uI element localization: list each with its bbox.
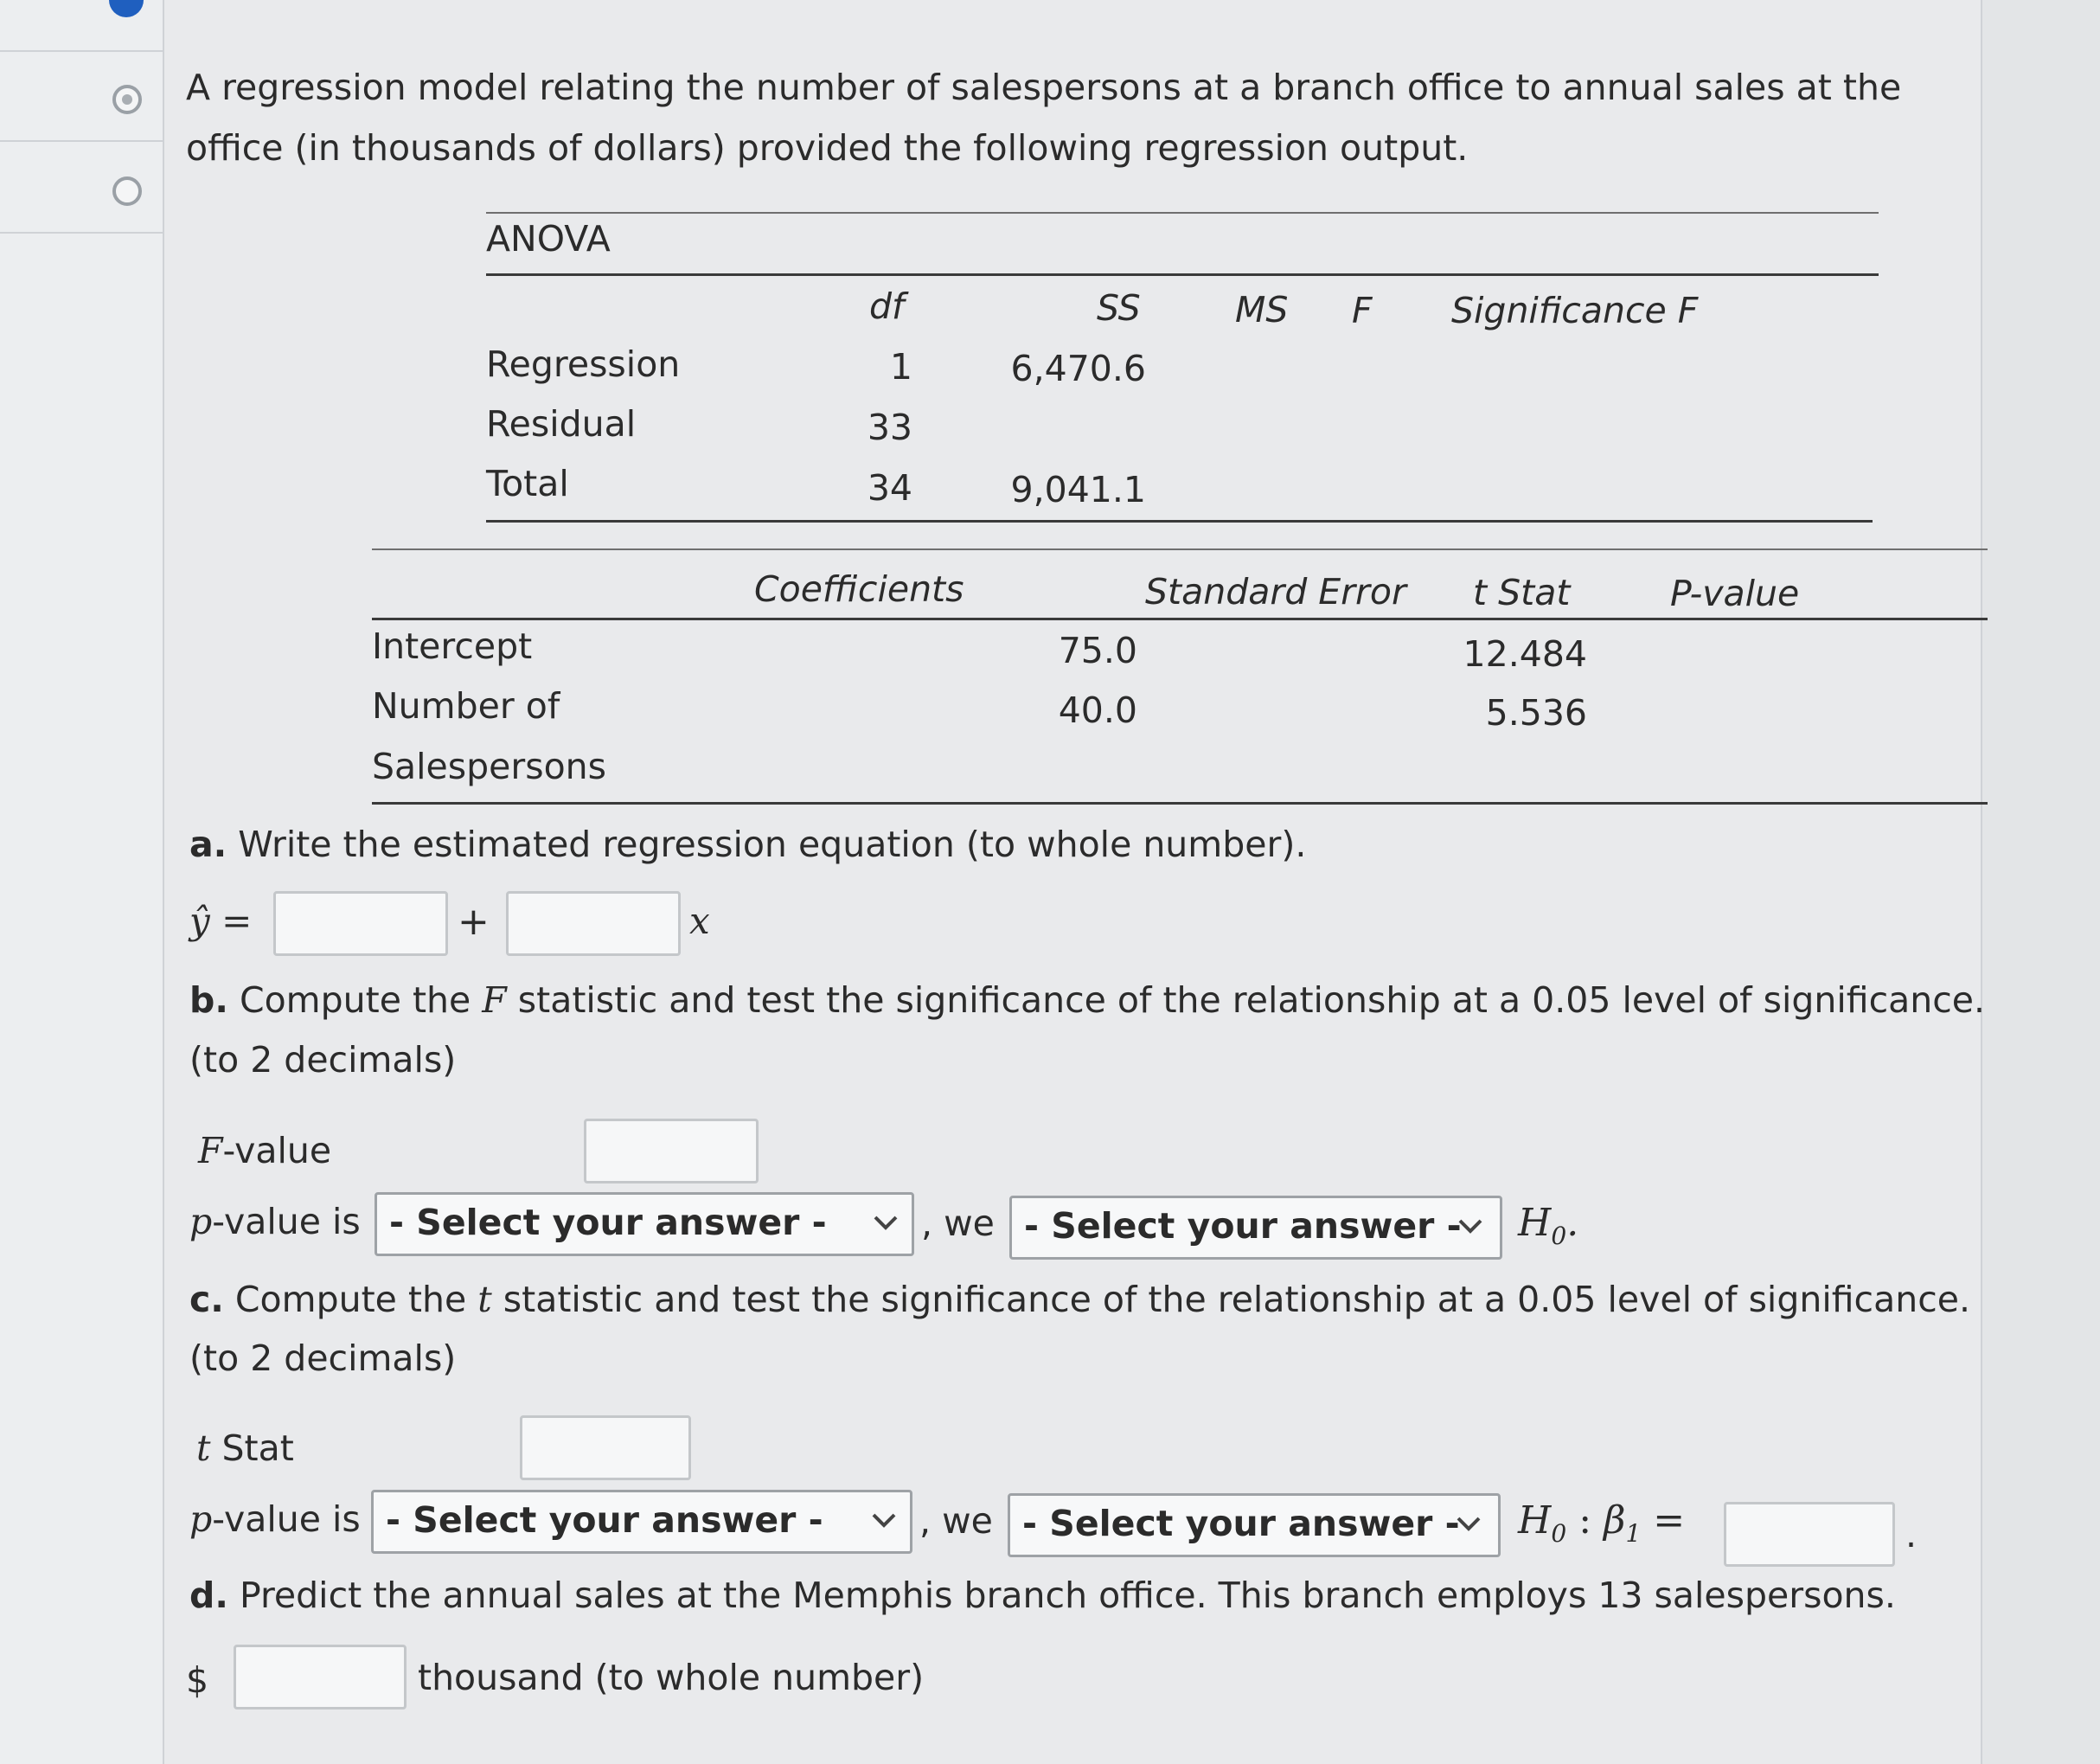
anova-header-rule [486,273,1879,276]
p-value-label-text: -value is [212,1201,361,1242]
dollar-sign: $ [186,1659,209,1701]
coef-row-standard-error: 12.484 [1463,633,1587,675]
f-value-label [198,1130,331,1171]
intercept-input[interactable] [273,891,448,956]
rail-divider [0,140,163,142]
anova-row-ss: 9,041.1 [1010,469,1146,510]
left-rail [0,0,164,1764]
h0-symbol: H [1518,1201,1552,1245]
anova-row-label: Total [486,463,569,504]
radio-option-2[interactable] [112,176,142,206]
chevron-down-icon [868,1205,903,1240]
part-a-label: a. [189,824,227,865]
h0-subscript: 0 [1551,1221,1567,1250]
t-var: t [477,1279,492,1320]
coef-top-rule [372,548,1988,550]
beta-null-value-input[interactable] [1724,1502,1895,1567]
coef-row-coefficient: 75.0 [1058,630,1137,671]
select-value: - Select your answer - [1024,1205,1462,1247]
f-var: F [198,1130,223,1171]
part-b-text: Compute the [227,979,483,1021]
x-variable: x [689,900,710,942]
anova-row-ss: 6,470.6 [1010,348,1146,389]
question-intro: A regression model relating the number of salespersons at a branch office to annual sales at the office (in thousands of dollars) provided the following regression output. [186,67,1902,169]
coef-row-standard-error: 5.536 [1485,692,1587,734]
anova-row-label: Regression [486,343,681,385]
beta-symbol: β [1604,1498,1626,1543]
part-b-precision: (to 2 decimals) [189,1039,457,1081]
p-value-label [189,1201,361,1242]
yhat-symbol: ŷ = [189,900,253,942]
part-d-text: Predict the annual sales at the Memphis branch office. This branch employs 13 salespersons. [227,1575,1896,1616]
p-var: p [189,1498,213,1540]
part-b-text: statistic and test the significance of the relationship at a 0.05 level of significance. [506,979,1986,1021]
part-c-precision: (to 2 decimals) [189,1337,457,1379]
chevron-down-icon [1451,1506,1486,1541]
t-stat-input[interactable] [520,1415,691,1480]
coef-header-pvalue: P-value [1670,573,1800,614]
coef-row-label-cont: Salespersons [372,746,607,787]
h0-subscript: 0 [1551,1518,1567,1548]
plus-sign: + [458,900,490,944]
decision-select-c[interactable] [1008,1493,1501,1557]
p-value-label-text: -value is [212,1498,361,1540]
anova-header-f: F [1352,290,1373,331]
right-edge [1981,0,2100,1764]
part-c-label: c. [189,1279,224,1320]
coef-header-rule [372,618,1988,620]
part-b-prompt [189,979,1985,1021]
coef-header-tstat: t Stat [1473,572,1571,613]
chevron-down-icon [867,1503,901,1537]
part-a-text: Write the estimated regression equation (to whole number). [227,824,1307,865]
f-value-input[interactable] [584,1119,759,1183]
predicted-sales-suffix: thousand (to whole number) [418,1657,925,1698]
part-b-label: b. [189,979,228,1021]
anova-header-sigf: Significance F [1451,290,1699,331]
p-value-label [189,1498,361,1540]
anova-bottom-rule [486,520,1873,523]
we-text: , we [921,1203,995,1244]
anova-header-df: df [869,285,905,327]
beta-subscript: 1 [1625,1518,1642,1548]
decision-select-b[interactable] [1009,1196,1502,1260]
radio-option-1[interactable] [112,85,142,114]
select-value: - Select your answer - [1022,1503,1460,1544]
anova-row-label: Residual [486,403,637,445]
select-value: - Select your answer - [386,1499,823,1541]
f-value-label-text: -value [222,1130,332,1171]
question-content [186,0,1986,1764]
coef-row-label: Number of [372,685,560,727]
anova-top-rule [486,212,1879,214]
part-c-prompt [189,1279,1970,1320]
colon: : [1566,1498,1604,1543]
p-var: p [189,1201,213,1242]
pvalue-select-b[interactable] [375,1192,914,1256]
h0-symbol: H [1518,1498,1552,1543]
slope-input[interactable] [506,891,681,956]
pvalue-select-c[interactable] [371,1490,912,1554]
anova-row-df: 33 [867,407,912,448]
rail-divider [0,50,163,52]
anova-title: ANOVA [486,218,611,260]
coef-header-se: Standard Error [1145,571,1406,613]
part-c-text: statistic and test the significance of the relationship at a 0.05 level of significance. [491,1279,1971,1320]
anova-header-ss: SS [1097,287,1141,329]
period: . [1905,1514,1918,1556]
part-a-prompt [189,824,1306,865]
part-d-label: d. [189,1575,228,1616]
coef-row-coefficient: 40.0 [1058,690,1137,731]
select-value: - Select your answer - [389,1202,827,1243]
t-var: t [196,1427,211,1469]
t-stat-label-text: Stat [210,1427,294,1469]
predicted-sales-input[interactable] [234,1645,407,1709]
equals-sign: = [1641,1498,1686,1543]
coef-row-label: Intercept [372,625,533,667]
anova-header-ms: MS [1235,289,1289,330]
h0-period: . [1566,1201,1579,1245]
h0-beta-label [1518,1498,1685,1548]
f-var: F [482,979,507,1021]
coef-bottom-rule [372,802,1988,805]
h0-label [1518,1201,1578,1250]
anova-row-df: 1 [889,346,912,388]
rail-divider [0,232,163,234]
part-d-prompt [189,1575,1896,1616]
we-text: , we [919,1500,993,1542]
part-c-text: Compute the [223,1279,478,1320]
t-stat-label [196,1427,294,1469]
anova-row-df: 34 [867,467,912,509]
current-question-indicator [109,0,144,17]
coef-header-coefficients: Coefficients [754,568,964,610]
chevron-down-icon [1453,1209,1488,1243]
